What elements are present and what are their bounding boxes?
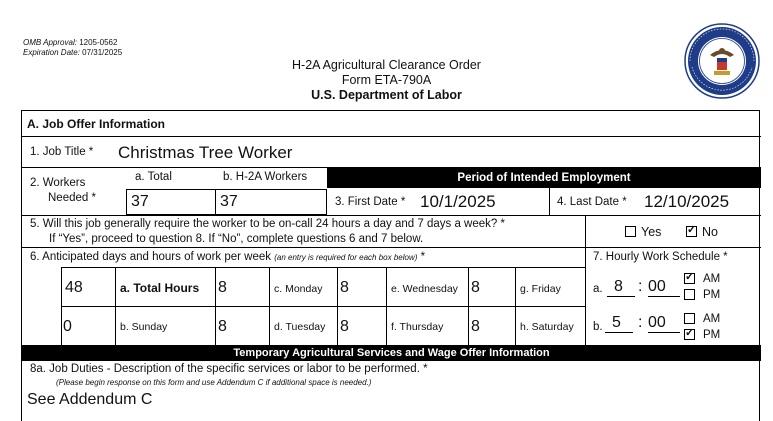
hourly-schedule-label: 7. Hourly Work Schedule * [593, 251, 728, 263]
on-call-no-label: No [702, 225, 718, 239]
schedule-a-label: a. [593, 283, 603, 295]
last-date-value[interactable]: 12/10/2025 [644, 192, 730, 211]
total-workers-value: 37 [131, 193, 149, 210]
thursday-label: f. Thursday [391, 321, 444, 333]
days-hours-note: (an entry is required for each box below) [274, 253, 418, 262]
last-date-label: 4. Last Date * [557, 196, 627, 208]
form-title: H-2A Agricultural Clearance Order [292, 58, 481, 72]
form-number: Form ETA-790A [341, 73, 432, 87]
job-duties-label: 8a. Job Duties - Description of the specific services or labor to be performed. * [30, 363, 428, 375]
schedule-b-pm-label: PM [703, 329, 721, 341]
period-of-employment-bar: Period of Intended Employment [327, 168, 761, 188]
total-hours-days-value[interactable]: 8 [218, 279, 227, 296]
total-hours-value[interactable]: 48 [65, 279, 83, 296]
department-of-labor-seal-icon [684, 23, 760, 99]
schedule-a-hour[interactable]: 8 [614, 278, 623, 295]
job-title-label: 1. Job Title * [30, 146, 94, 158]
schedule-a-am-checkbox[interactable] [684, 273, 695, 284]
job-duties-note: (Please begin response on this form and use Addendum C if additional space is needed.) [56, 378, 372, 387]
job-offer-form [21, 110, 760, 421]
on-call-yes-label: Yes [641, 225, 662, 239]
wednesday-hours-value[interactable]: 8 [471, 279, 480, 296]
monday-label: c. Monday [274, 283, 323, 295]
schedule-a-pm-label: PM [703, 289, 721, 301]
wednesday-label: e. Wednesday [391, 283, 458, 295]
saturday-label: h. Saturday [520, 321, 574, 333]
omb-approval: OMB Approval: 1205-0562 [23, 38, 118, 47]
first-date-label: 3. First Date * [335, 196, 406, 208]
schedule-a-am-label: AM [703, 273, 721, 285]
schedule-b-hour[interactable]: 5 [612, 314, 621, 331]
job-title-value[interactable]: Christmas Tree Worker [118, 143, 293, 162]
schedule-b-am-label: AM [703, 313, 721, 325]
on-call-instruction: If “Yes”, proceed to question 8. If “No”, complete questions 6 and 7 below. [49, 233, 424, 245]
on-call-no-checkbox[interactable] [686, 226, 697, 237]
schedule-a-minutes[interactable]: 00 [648, 278, 666, 295]
thursday-hours-value[interactable]: 8 [471, 318, 480, 335]
schedule-b-am-checkbox[interactable] [684, 313, 695, 324]
schedule-b-colon: : [638, 314, 643, 331]
job-duties-value[interactable]: See Addendum C [27, 391, 153, 408]
sunday-hours-value[interactable]: 0 [63, 318, 72, 335]
total-workers-label: a. Total [135, 171, 172, 183]
department-name: U.S. Department of Labor [311, 88, 462, 102]
sunday-label: b. Sunday [120, 321, 168, 333]
schedule-b-label: b. [593, 321, 603, 333]
temporary-services-bar: Temporary Agricultural Services and Wage Offer Information [22, 345, 761, 361]
schedule-a-pm-checkbox[interactable] [684, 289, 695, 300]
schedule-b-minutes[interactable]: 00 [648, 314, 666, 331]
tuesday-label: d. Tuesday [274, 321, 326, 333]
h2a-workers-value: 37 [220, 193, 238, 210]
schedule-a-colon: : [638, 278, 643, 295]
expiration-date: Expiration Date: 07/31/2025 [23, 48, 123, 57]
workers-needed-label-1: 2. Workers [30, 177, 86, 189]
on-call-question: 5. Will this job generally require the worker to be on-call 24 hours a day and 7 days a week? * [30, 218, 505, 230]
tuesday-hours-value[interactable]: 8 [340, 318, 349, 335]
sunday-hours-second-value[interactable]: 8 [218, 318, 227, 335]
workers-needed-label-2: Needed * [48, 192, 96, 204]
schedule-b-pm-checkbox[interactable] [684, 329, 695, 340]
days-hours-label: 6. Anticipated days and hours of work per week (an entry is required for each box below) * [30, 251, 426, 263]
monday-hours-value[interactable]: 8 [340, 279, 349, 296]
on-call-yes-checkbox[interactable] [625, 226, 636, 237]
total-hours-label: a. Total Hours [120, 281, 200, 295]
first-date-value[interactable]: 10/1/2025 [420, 192, 496, 211]
section-a-heading: A. Job Offer Information [27, 117, 165, 131]
friday-label: g. Friday [520, 283, 561, 295]
h2a-workers-label: b. H-2A Workers [223, 171, 308, 183]
